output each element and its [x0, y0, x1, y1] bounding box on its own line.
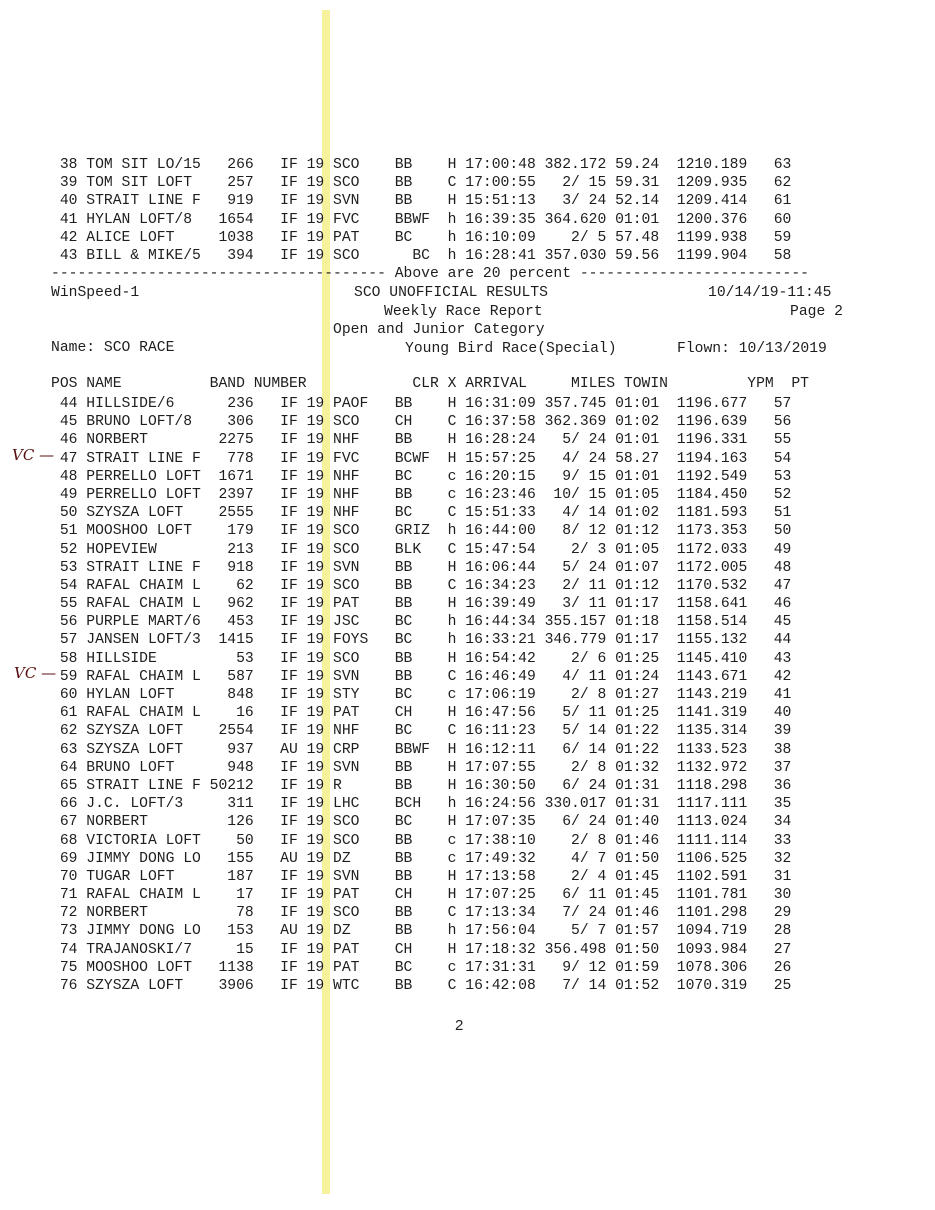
- report-subtitle: Weekly Race Report: [384, 304, 543, 320]
- report-title: SCO UNOFFICIAL RESULTS: [354, 285, 548, 301]
- margin-mark-59: VC —: [14, 664, 57, 682]
- table-row: 56 PURPLE MART/6 453 IF 19 JSC BC h 16:44:34 355.157 01:18 1158.514 45: [51, 614, 792, 631]
- table-row: 74 TRAJANOSKI/7 15 IF 19 PAT CH H 17:18:32 356.498 01:50 1093.984 27: [51, 941, 792, 958]
- results-rows-top: [51, 156, 791, 265]
- table-row: 64 BRUNO LOFT 948 IF 19 SVN BB H 17:07:55 2/ 8 01:32 1132.972 37: [51, 759, 792, 776]
- table-row: 48 PERRELLO LOFT 1671 IF 19 NHF BC c 16:20:15 9/ 15 01:01 1192.549 53: [51, 468, 792, 485]
- table-row: 59 RAFAL CHAIM L 587 IF 19 SVN BB C 16:46:49 4/ 11 01:24 1143.671 42: [51, 668, 792, 685]
- table-row: 71 RAFAL CHAIM L 17 IF 19 PAT CH H 17:07:25 6/ 11 01:45 1101.781 30: [51, 887, 792, 904]
- table-row: 50 SZYSZA LOFT 2555 IF 19 NHF BC C 15:51:33 4/ 14 01:02 1181.593 51: [51, 505, 792, 522]
- table-row: 52 HOPEVIEW 213 IF 19 SCO BLK C 15:47:54 2/ 3 01:05 1172.033 49: [51, 541, 792, 558]
- margin-mark-47: VC —: [12, 446, 55, 464]
- category-label: Open and Junior Category: [333, 322, 545, 338]
- table-row: 75 MOOSHOO LOFT 1138 IF 19 PAT BC c 17:31:31 9/ 12 01:59 1078.306 26: [51, 959, 792, 976]
- column-headers: POS NAME BAND NUMBER CLR X ARRIVAL MILES TOWIN YPM PT: [51, 376, 809, 392]
- table-row: 67 NORBERT 126 IF 19 SCO BC H 17:07:35 6/ 24 01:40 1113.024 34: [51, 814, 792, 831]
- table-row: 44 HILLSIDE/6 236 IF 19 PAOF BB H 16:31:09 357.745 01:01 1196.677 57: [51, 396, 792, 412]
- table-row: 45 BRUNO LOFT/8 306 IF 19 SCO CH C 16:37:58 362.369 01:02 1196.639 56: [51, 414, 792, 431]
- table-row: 63 SZYSZA LOFT 937 AU 19 CRP BBWF H 16:12:11 6/ 14 01:22 1133.523 38: [51, 741, 792, 758]
- page-number: 2: [455, 1017, 464, 1034]
- table-row: 49 PERRELLO LOFT 2397 IF 19 NHF BB c 16:23:46 10/ 15 01:05 1184.450 52: [51, 486, 792, 503]
- table-row: 40 STRAIT LINE F 919 IF 19 SVN BB H 15:51:13 3/ 24 52.14 1209.414 61: [51, 193, 792, 210]
- table-row: 57 JANSEN LOFT/3 1415 IF 19 FOYS BC h 16:33:21 346.779 01:17 1155.132 44: [51, 632, 792, 649]
- table-row: 47 STRAIT LINE F 778 IF 19 FVC BCWF H 15:57:25 4/ 24 58.27 1194.163 54: [51, 450, 792, 467]
- table-row: 72 NORBERT 78 IF 19 SCO BB C 17:13:34 7/ 24 01:46 1101.298 29: [51, 905, 792, 922]
- table-row: 55 RAFAL CHAIM L 962 IF 19 PAT BB H 16:39:49 3/ 11 01:17 1158.641 46: [51, 596, 792, 613]
- flown-date: Flown: 10/13/2019: [677, 341, 827, 357]
- race-type: Young Bird Race(Special): [405, 341, 617, 357]
- table-row: 39 TOM SIT LOFT 257 IF 19 SCO BB C 17:00:55 2/ 15 59.31 1209.935 62: [51, 175, 792, 192]
- report-datetime: 10/14/19-11:45: [708, 285, 832, 301]
- software-name: WinSpeed-1: [51, 285, 140, 301]
- table-row: 66 J.C. LOFT/3 311 IF 19 LHC BCH h 16:24:56 330.017 01:31 1117.111 35: [51, 796, 792, 813]
- table-row: 54 RAFAL CHAIM L 62 IF 19 SCO BB C 16:34:23 2/ 11 01:12 1170.532 47: [51, 577, 792, 594]
- percent-divider: -------------------------------------- Above are 20 percent --------------------------: [51, 266, 809, 282]
- table-row: 65 STRAIT LINE F 50212 IF 19 R BB H 16:30:50 6/ 24 01:31 1118.298 36: [51, 777, 792, 794]
- table-row: 61 RAFAL CHAIM L 16 IF 19 PAT CH H 16:47:56 5/ 11 01:25 1141.319 40: [51, 705, 792, 722]
- table-row: 43 BILL & MIKE/5 394 IF 19 SCO BC h 16:28:41 357.030 59.56 1199.904 58: [51, 247, 792, 264]
- table-row: 41 HYLAN LOFT/8 1654 IF 19 FVC BBWF h 16:39:35 364.620 01:01 1200.376 60: [51, 211, 792, 228]
- table-row: 42 ALICE LOFT 1038 IF 19 PAT BC h 16:10:09 2/ 5 57.48 1199.938 59: [51, 229, 792, 246]
- table-row: 73 JIMMY DONG LO 153 AU 19 DZ BB h 17:56:04 5/ 7 01:57 1094.719 28: [51, 923, 792, 940]
- results-rows-main: [51, 395, 791, 995]
- table-row: 68 VICTORIA LOFT 50 IF 19 SCO BB c 17:38:10 2/ 8 01:46 1111.114 33: [51, 832, 792, 849]
- table-row: 53 STRAIT LINE F 918 IF 19 SVN BB H 16:06:44 5/ 24 01:07 1172.005 48: [51, 559, 792, 576]
- table-row: 69 JIMMY DONG LO 155 AU 19 DZ BB c 17:49:32 4/ 7 01:50 1106.525 32: [51, 850, 792, 867]
- table-row: 38 TOM SIT LO/15 266 IF 19 SCO BB H 17:00:48 382.172 59.24 1210.189 63: [51, 157, 792, 173]
- table-row: 58 HILLSIDE 53 IF 19 SCO BB H 16:54:42 2/ 6 01:25 1145.410 43: [51, 650, 792, 667]
- race-name: Name: SCO RACE: [51, 340, 175, 356]
- table-row: 60 HYLAN LOFT 848 IF 19 STY BC c 17:06:19 2/ 8 01:27 1143.219 41: [51, 687, 792, 703]
- table-row: 46 NORBERT 2275 IF 19 NHF BB H 16:28:24 5/ 24 01:01 1196.331 55: [51, 432, 792, 449]
- table-row: 62 SZYSZA LOFT 2554 IF 19 NHF BC C 16:11:23 5/ 14 01:22 1135.314 39: [51, 723, 792, 740]
- table-row: 76 SZYSZA LOFT 3906 IF 19 WTC BB C 16:42:08 7/ 14 01:52 1070.319 25: [51, 978, 792, 994]
- page-label: Page 2: [790, 304, 843, 320]
- table-row: 51 MOOSHOO LOFT 179 IF 19 SCO GRIZ h 16:44:00 8/ 12 01:12 1173.353 50: [51, 523, 792, 540]
- table-row: 70 TUGAR LOFT 187 IF 19 SVN BB H 17:13:58 2/ 4 01:45 1102.591 31: [51, 868, 792, 885]
